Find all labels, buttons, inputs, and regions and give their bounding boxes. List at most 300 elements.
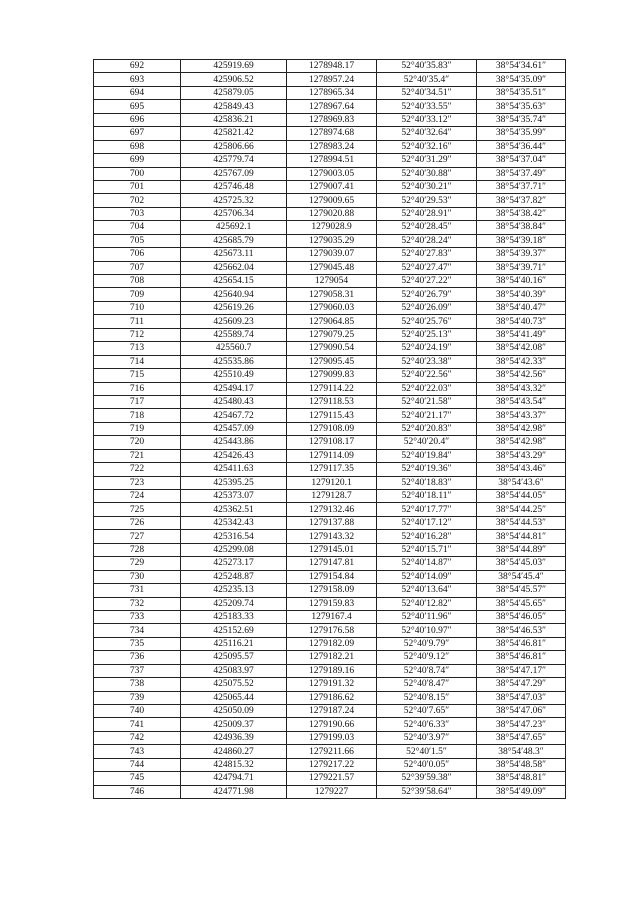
latitude-cell: 52°40′16.28″	[377, 530, 477, 543]
y-coordinate-cell: 1279099.83	[287, 369, 377, 382]
y-coordinate-cell: 1279114.22	[287, 382, 377, 395]
x-coordinate-cell: 425919.69	[181, 60, 287, 73]
table-row	[94, 86, 566, 99]
table-row	[94, 785, 566, 798]
x-coordinate-cell: 425467.72	[181, 409, 287, 422]
y-coordinate-cell: 1279199.03	[287, 731, 377, 744]
longitude-cell: 38°54′41.49″	[477, 328, 566, 341]
table-row	[94, 436, 566, 449]
x-coordinate-cell: 425589.74	[181, 328, 287, 341]
table-row	[94, 355, 566, 368]
longitude-cell: 38°54′42.08″	[477, 342, 566, 355]
table-row	[94, 409, 566, 422]
y-coordinate-cell: 1279028.9	[287, 221, 377, 234]
latitude-cell: 52°40′21.58″	[377, 395, 477, 408]
longitude-cell: 38°54′47.29″	[477, 678, 566, 691]
table-row	[94, 113, 566, 126]
y-coordinate-cell: 1279154.84	[287, 570, 377, 583]
latitude-cell: 52°40′20.4″	[377, 436, 477, 449]
latitude-cell: 52°40′22.56″	[377, 369, 477, 382]
table-row	[94, 140, 566, 153]
latitude-cell: 52°40′23.38″	[377, 355, 477, 368]
table-row	[94, 637, 566, 650]
longitude-cell: 38°54′39.18″	[477, 234, 566, 247]
x-coordinate-cell: 424771.98	[181, 785, 287, 798]
longitude-cell: 38°54′43.29″	[477, 449, 566, 462]
table-row	[94, 342, 566, 355]
latitude-cell: 52°40′10.97″	[377, 624, 477, 637]
longitude-cell: 38°54′39.37″	[477, 248, 566, 261]
longitude-cell: 38°54′35.99″	[477, 127, 566, 140]
x-coordinate-cell: 425065.44	[181, 691, 287, 704]
table-row	[94, 731, 566, 744]
latitude-cell: 52°40′3.97″	[377, 731, 477, 744]
y-coordinate-cell: 1279191.32	[287, 678, 377, 691]
y-coordinate-cell: 1279039.07	[287, 248, 377, 261]
table-row	[94, 369, 566, 382]
y-coordinate-cell: 1279035.29	[287, 234, 377, 247]
x-coordinate-cell: 424815.32	[181, 758, 287, 771]
point-number-cell: 720	[94, 436, 181, 449]
table-row	[94, 288, 566, 301]
latitude-cell: 52°40′21.17″	[377, 409, 477, 422]
table-row	[94, 449, 566, 462]
y-coordinate-cell: 1279115.43	[287, 409, 377, 422]
latitude-cell: 52°40′9.79″	[377, 637, 477, 650]
table-row	[94, 395, 566, 408]
table-row	[94, 516, 566, 529]
longitude-cell: 38°54′43.32″	[477, 382, 566, 395]
y-coordinate-cell: 1279221.57	[287, 772, 377, 785]
longitude-cell: 38°54′45.65″	[477, 597, 566, 610]
latitude-cell: 52°40′28.91″	[377, 207, 477, 220]
x-coordinate-cell: 424794.71	[181, 772, 287, 785]
x-coordinate-cell: 425480.43	[181, 395, 287, 408]
latitude-cell: 52°40′8.15″	[377, 691, 477, 704]
point-number-cell: 733	[94, 610, 181, 623]
y-coordinate-cell: 1279182.21	[287, 651, 377, 664]
point-number-cell: 743	[94, 745, 181, 758]
point-number-cell: 717	[94, 395, 181, 408]
latitude-cell: 52°40′14.09″	[377, 570, 477, 583]
latitude-cell: 52°40′28.45″	[377, 221, 477, 234]
latitude-cell: 52°40′35.83″	[377, 60, 477, 73]
point-number-cell: 700	[94, 167, 181, 180]
table-row	[94, 691, 566, 704]
table-row	[94, 745, 566, 758]
latitude-cell: 52°40′17.77″	[377, 503, 477, 516]
y-coordinate-cell: 1279020.88	[287, 207, 377, 220]
table-row	[94, 234, 566, 247]
point-number-cell: 705	[94, 234, 181, 247]
point-number-cell: 738	[94, 678, 181, 691]
point-number-cell: 723	[94, 476, 181, 489]
table-row	[94, 624, 566, 637]
point-number-cell: 713	[94, 342, 181, 355]
latitude-cell: 52°40′13.64″	[377, 584, 477, 597]
table-row	[94, 718, 566, 731]
point-number-cell: 692	[94, 60, 181, 73]
point-number-cell: 737	[94, 664, 181, 677]
longitude-cell: 38°54′47.23″	[477, 718, 566, 731]
table-row	[94, 503, 566, 516]
point-number-cell: 745	[94, 772, 181, 785]
x-coordinate-cell: 425426.43	[181, 449, 287, 462]
table-row	[94, 570, 566, 583]
y-coordinate-cell: 1279167.4	[287, 610, 377, 623]
x-coordinate-cell: 425342.43	[181, 516, 287, 529]
latitude-cell: 52°40′25.13″	[377, 328, 477, 341]
point-number-cell: 724	[94, 490, 181, 503]
y-coordinate-cell: 1279128.7	[287, 490, 377, 503]
point-number-cell: 732	[94, 597, 181, 610]
x-coordinate-cell: 425746.48	[181, 180, 287, 193]
longitude-cell: 38°54′43.54″	[477, 395, 566, 408]
y-coordinate-cell: 1279095.45	[287, 355, 377, 368]
latitude-cell: 52°40′27.47″	[377, 261, 477, 274]
longitude-cell: 38°54′38.42″	[477, 207, 566, 220]
y-coordinate-cell: 1279227	[287, 785, 377, 798]
latitude-cell: 52°40′26.09″	[377, 301, 477, 314]
x-coordinate-cell: 425609.23	[181, 315, 287, 328]
latitude-cell: 52°40′8.74″	[377, 664, 477, 677]
longitude-cell: 38°54′37.04″	[477, 154, 566, 167]
x-coordinate-cell: 425248.87	[181, 570, 287, 583]
latitude-cell: 52°40′6.33″	[377, 718, 477, 731]
longitude-cell: 38°54′37.82″	[477, 194, 566, 207]
latitude-cell: 52°40′28.24″	[377, 234, 477, 247]
longitude-cell: 38°54′44.05″	[477, 490, 566, 503]
y-coordinate-cell: 1279182.09	[287, 637, 377, 650]
longitude-cell: 38°54′44.53″	[477, 516, 566, 529]
latitude-cell: 52°40′18.11″	[377, 490, 477, 503]
table-row	[94, 463, 566, 476]
y-coordinate-cell: 1279145.01	[287, 543, 377, 556]
longitude-cell: 38°54′39.71″	[477, 261, 566, 274]
y-coordinate-cell: 1279159.83	[287, 597, 377, 610]
x-coordinate-cell: 425373.07	[181, 490, 287, 503]
y-coordinate-cell: 1279176.58	[287, 624, 377, 637]
longitude-cell: 38°54′47.06″	[477, 705, 566, 718]
point-number-cell: 707	[94, 261, 181, 274]
point-number-cell: 710	[94, 301, 181, 314]
point-number-cell: 697	[94, 127, 181, 140]
longitude-cell: 38°54′46.53″	[477, 624, 566, 637]
table-row	[94, 315, 566, 328]
x-coordinate-cell: 425411.63	[181, 463, 287, 476]
longitude-cell: 38°54′48.81″	[477, 772, 566, 785]
point-number-cell: 718	[94, 409, 181, 422]
x-coordinate-cell: 425535.86	[181, 355, 287, 368]
table-row	[94, 207, 566, 220]
longitude-cell: 38°54′48.3″	[477, 745, 566, 758]
latitude-cell: 52°40′32.64″	[377, 127, 477, 140]
y-coordinate-cell: 1278994.51	[287, 154, 377, 167]
x-coordinate-cell: 425050.09	[181, 705, 287, 718]
point-number-cell: 712	[94, 328, 181, 341]
table-row	[94, 772, 566, 785]
y-coordinate-cell: 1279060.03	[287, 301, 377, 314]
point-number-cell: 714	[94, 355, 181, 368]
table-row	[94, 543, 566, 556]
x-coordinate-cell: 425316.54	[181, 530, 287, 543]
table-row	[94, 597, 566, 610]
y-coordinate-cell: 1279217.22	[287, 758, 377, 771]
point-number-cell: 704	[94, 221, 181, 234]
longitude-cell: 38°54′38.84″	[477, 221, 566, 234]
x-coordinate-cell: 425767.09	[181, 167, 287, 180]
x-coordinate-cell: 425209.74	[181, 597, 287, 610]
table-row	[94, 275, 566, 288]
table-row	[94, 678, 566, 691]
x-coordinate-cell: 425706.34	[181, 207, 287, 220]
longitude-cell: 38°54′37.49″	[477, 167, 566, 180]
point-number-cell: 709	[94, 288, 181, 301]
coordinates-table-body	[94, 60, 566, 799]
y-coordinate-cell: 1279054	[287, 275, 377, 288]
longitude-cell: 38°54′46.05″	[477, 610, 566, 623]
x-coordinate-cell: 425779.74	[181, 154, 287, 167]
longitude-cell: 38°54′43.37″	[477, 409, 566, 422]
x-coordinate-cell: 424936.39	[181, 731, 287, 744]
latitude-cell: 52°40′12.82″	[377, 597, 477, 610]
latitude-cell: 52°40′20.83″	[377, 422, 477, 435]
longitude-cell: 38°54′40.16″	[477, 275, 566, 288]
x-coordinate-cell: 425494.17	[181, 382, 287, 395]
x-coordinate-cell: 425879.05	[181, 86, 287, 99]
x-coordinate-cell: 425443.86	[181, 436, 287, 449]
longitude-cell: 38°54′47.03″	[477, 691, 566, 704]
y-coordinate-cell: 1279211.66	[287, 745, 377, 758]
x-coordinate-cell: 425116.21	[181, 637, 287, 650]
longitude-cell: 38°54′42.98″	[477, 436, 566, 449]
y-coordinate-cell: 1279186.62	[287, 691, 377, 704]
longitude-cell: 38°54′47.17″	[477, 664, 566, 677]
table-row	[94, 328, 566, 341]
y-coordinate-cell: 1279147.81	[287, 557, 377, 570]
point-number-cell: 729	[94, 557, 181, 570]
longitude-cell: 38°54′36.44″	[477, 140, 566, 153]
x-coordinate-cell: 425273.17	[181, 557, 287, 570]
point-number-cell: 715	[94, 369, 181, 382]
latitude-cell: 52°40′22.03″	[377, 382, 477, 395]
point-number-cell: 725	[94, 503, 181, 516]
point-number-cell: 726	[94, 516, 181, 529]
longitude-cell: 38°54′43.46″	[477, 463, 566, 476]
longitude-cell: 38°54′40.47″	[477, 301, 566, 314]
point-number-cell: 708	[94, 275, 181, 288]
point-number-cell: 734	[94, 624, 181, 637]
latitude-cell: 52°40′0.05″	[377, 758, 477, 771]
y-coordinate-cell: 1279120.1	[287, 476, 377, 489]
x-coordinate-cell: 425619.26	[181, 301, 287, 314]
longitude-cell: 38°54′44.89″	[477, 543, 566, 556]
y-coordinate-cell: 1278948.17	[287, 60, 377, 73]
point-number-cell: 741	[94, 718, 181, 731]
latitude-cell: 52°40′9.12″	[377, 651, 477, 664]
table-row	[94, 248, 566, 261]
table-row	[94, 610, 566, 623]
longitude-cell: 38°54′45.57″	[477, 584, 566, 597]
longitude-cell: 38°54′45.03″	[477, 557, 566, 570]
latitude-cell: 52°40′19.36″	[377, 463, 477, 476]
table-row	[94, 73, 566, 86]
x-coordinate-cell: 425235.13	[181, 584, 287, 597]
point-number-cell: 716	[94, 382, 181, 395]
longitude-cell: 38°54′40.39″	[477, 288, 566, 301]
x-coordinate-cell: 425395.25	[181, 476, 287, 489]
y-coordinate-cell: 1279137.88	[287, 516, 377, 529]
y-coordinate-cell: 1279114.09	[287, 449, 377, 462]
y-coordinate-cell: 1279058.31	[287, 288, 377, 301]
point-number-cell: 721	[94, 449, 181, 462]
y-coordinate-cell: 1279117.35	[287, 463, 377, 476]
point-number-cell: 696	[94, 113, 181, 126]
y-coordinate-cell: 1278974.68	[287, 127, 377, 140]
latitude-cell: 52°39′59.38″	[377, 772, 477, 785]
x-coordinate-cell: 425362.51	[181, 503, 287, 516]
table-row	[94, 194, 566, 207]
point-number-cell: 731	[94, 584, 181, 597]
coordinates-table	[93, 59, 566, 799]
point-number-cell: 719	[94, 422, 181, 435]
point-number-cell: 744	[94, 758, 181, 771]
table-row	[94, 651, 566, 664]
y-coordinate-cell: 1279118.53	[287, 395, 377, 408]
table-row	[94, 490, 566, 503]
x-coordinate-cell: 425685.79	[181, 234, 287, 247]
y-coordinate-cell: 1279064.85	[287, 315, 377, 328]
longitude-cell: 38°54′46.81″	[477, 637, 566, 650]
y-coordinate-cell: 1279007.41	[287, 180, 377, 193]
latitude-cell: 52°40′18.83″	[377, 476, 477, 489]
longitude-cell: 38°54′42.56″	[477, 369, 566, 382]
table-row	[94, 584, 566, 597]
latitude-cell: 52°40′31.29″	[377, 154, 477, 167]
x-coordinate-cell: 425560.7	[181, 342, 287, 355]
table-row	[94, 60, 566, 73]
latitude-cell: 52°40′27.22″	[377, 275, 477, 288]
y-coordinate-cell: 1278965.34	[287, 86, 377, 99]
table-row	[94, 261, 566, 274]
y-coordinate-cell: 1278957.24	[287, 73, 377, 86]
x-coordinate-cell: 425662.04	[181, 261, 287, 274]
x-coordinate-cell: 425152.69	[181, 624, 287, 637]
y-coordinate-cell: 1278969.83	[287, 113, 377, 126]
y-coordinate-cell: 1279090.54	[287, 342, 377, 355]
x-coordinate-cell: 425654.15	[181, 275, 287, 288]
point-number-cell: 735	[94, 637, 181, 650]
x-coordinate-cell: 424860.27	[181, 745, 287, 758]
y-coordinate-cell: 1279190.66	[287, 718, 377, 731]
table-row	[94, 476, 566, 489]
point-number-cell: 728	[94, 543, 181, 556]
x-coordinate-cell: 425075.52	[181, 678, 287, 691]
y-coordinate-cell: 1279003.05	[287, 167, 377, 180]
latitude-cell: 52°40′33.55″	[377, 100, 477, 113]
longitude-cell: 38°54′34.61″	[477, 60, 566, 73]
point-number-cell: 701	[94, 180, 181, 193]
x-coordinate-cell: 425821.42	[181, 127, 287, 140]
longitude-cell: 38°54′35.63″	[477, 100, 566, 113]
x-coordinate-cell: 425183.33	[181, 610, 287, 623]
point-number-cell: 739	[94, 691, 181, 704]
y-coordinate-cell: 1279009.65	[287, 194, 377, 207]
latitude-cell: 52°40′25.76″	[377, 315, 477, 328]
y-coordinate-cell: 1279108.09	[287, 422, 377, 435]
latitude-cell: 52°40′14.87″	[377, 557, 477, 570]
table-row	[94, 422, 566, 435]
longitude-cell: 38°54′40.73″	[477, 315, 566, 328]
y-coordinate-cell: 1279108.17	[287, 436, 377, 449]
table-row	[94, 180, 566, 193]
x-coordinate-cell: 425806.66	[181, 140, 287, 153]
x-coordinate-cell: 425457.09	[181, 422, 287, 435]
latitude-cell: 52°40′7.65″	[377, 705, 477, 718]
longitude-cell: 38°54′46.81″	[477, 651, 566, 664]
x-coordinate-cell: 425095.57	[181, 651, 287, 664]
latitude-cell: 52°40′32.16″	[377, 140, 477, 153]
longitude-cell: 38°54′37.71″	[477, 180, 566, 193]
point-number-cell: 693	[94, 73, 181, 86]
table-row	[94, 127, 566, 140]
latitude-cell: 52°40′1.5″	[377, 745, 477, 758]
x-coordinate-cell: 425725.32	[181, 194, 287, 207]
x-coordinate-cell: 425009.37	[181, 718, 287, 731]
latitude-cell: 52°40′30.21″	[377, 180, 477, 193]
latitude-cell: 52°40′24.19″	[377, 342, 477, 355]
y-coordinate-cell: 1279045.48	[287, 261, 377, 274]
table-row	[94, 100, 566, 113]
latitude-cell: 52°40′26.79″	[377, 288, 477, 301]
longitude-cell: 38°54′49.09″	[477, 785, 566, 798]
point-number-cell: 702	[94, 194, 181, 207]
longitude-cell: 38°54′44.25″	[477, 503, 566, 516]
longitude-cell: 38°54′35.51″	[477, 86, 566, 99]
latitude-cell: 52°40′8.47″	[377, 678, 477, 691]
longitude-cell: 38°54′35.09″	[477, 73, 566, 86]
longitude-cell: 38°54′35.74″	[477, 113, 566, 126]
table-row	[94, 530, 566, 543]
x-coordinate-cell: 425673.11	[181, 248, 287, 261]
point-number-cell: 730	[94, 570, 181, 583]
latitude-cell: 52°40′34.51″	[377, 86, 477, 99]
y-coordinate-cell: 1279132.46	[287, 503, 377, 516]
x-coordinate-cell: 425849.43	[181, 100, 287, 113]
y-coordinate-cell: 1278983.24	[287, 140, 377, 153]
table-row	[94, 382, 566, 395]
point-number-cell: 727	[94, 530, 181, 543]
table-row	[94, 705, 566, 718]
point-number-cell: 740	[94, 705, 181, 718]
latitude-cell: 52°40′33.12″	[377, 113, 477, 126]
x-coordinate-cell: 425692.1	[181, 221, 287, 234]
table-row	[94, 301, 566, 314]
table-row	[94, 167, 566, 180]
longitude-cell: 38°54′42.98″	[477, 422, 566, 435]
x-coordinate-cell: 425640.94	[181, 288, 287, 301]
longitude-cell: 38°54′42.33″	[477, 355, 566, 368]
point-number-cell: 746	[94, 785, 181, 798]
latitude-cell: 52°40′15.71″	[377, 543, 477, 556]
table-row	[94, 557, 566, 570]
x-coordinate-cell: 425510.49	[181, 369, 287, 382]
table-row	[94, 221, 566, 234]
longitude-cell: 38°54′43.6″	[477, 476, 566, 489]
x-coordinate-cell: 425906.52	[181, 73, 287, 86]
x-coordinate-cell: 425836.21	[181, 113, 287, 126]
point-number-cell: 694	[94, 86, 181, 99]
